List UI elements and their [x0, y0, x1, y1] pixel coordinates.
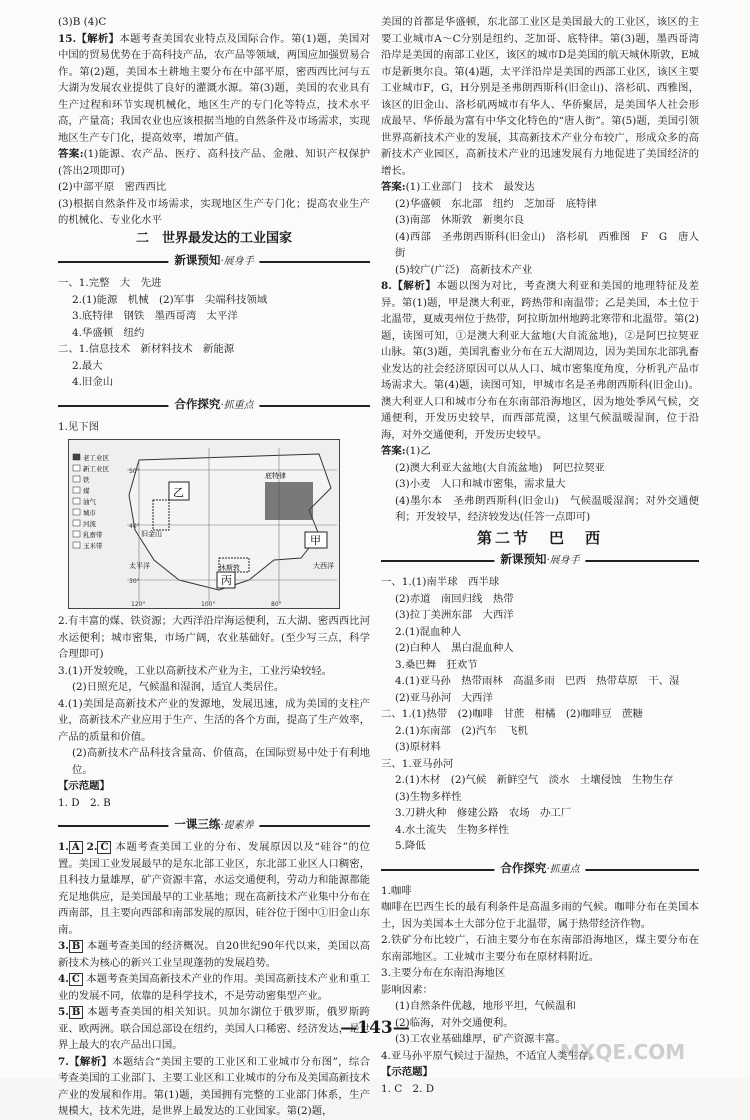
answer-box: C [69, 973, 83, 986]
line: 4.亚马孙平原气候过于湿热，不适宜人类生存。 [381, 1049, 599, 1062]
exercise [58, 971, 370, 1004]
exercise [58, 938, 370, 971]
old-industry-area [265, 482, 313, 520]
q-num: 5. [58, 1006, 69, 1018]
legend-label: 铁 [83, 476, 90, 484]
line: (2)亚马孙河 大西洋 [395, 691, 493, 704]
legend-swatch [73, 498, 80, 504]
q-num: 2. [86, 841, 98, 853]
legend-swatch [73, 531, 80, 537]
section-title: 第二节 巴 西 [476, 528, 603, 547]
answer-line: (3)根据自然条件及市场需求，实现地区生产专门化；提高农业生产的机械化、专业化水平 [58, 197, 370, 226]
line: (2)临海，对外交通便利。 [395, 1016, 514, 1029]
analysis-tag: 【解析】 [391, 280, 437, 292]
demo-answer: 1. C 2. D [381, 1082, 435, 1095]
bar-label [494, 551, 585, 570]
legend-swatch [73, 454, 80, 460]
line: (2)白种人 黑白混血种人 [395, 642, 514, 654]
line: (4)西部 圣弗朗西斯科(旧金山) 洛杉矶 西雅图 F G 唐人街 [395, 230, 699, 259]
q-num: 7. [58, 1055, 69, 1068]
coord-label: 80° [271, 601, 282, 608]
right-column [381, 14, 699, 1097]
demo-label: 【示范题】 [58, 780, 110, 792]
line: 3.桑巴舞 狂欢节 [395, 658, 478, 671]
section-title: 二 世界最发达的工业国家 [135, 230, 292, 246]
left-column [58, 14, 370, 1120]
line: 1.见下图 [58, 420, 100, 433]
watermark: MXQE.COM [560, 1040, 686, 1064]
legend-swatch [73, 476, 80, 482]
bar-main: 一课三练 [174, 817, 221, 831]
legend-swatch [73, 520, 80, 526]
line: (3)生物多样性 [395, 790, 462, 803]
map-label: 旧金山 [141, 530, 162, 538]
analysis-tag: 【解析】 [76, 32, 120, 45]
line: 2.(1)木材 (2)气候 新鲜空气 淡水 土壤侵蚀 生物生存 [395, 774, 674, 786]
bar-tail: ·提素养 [220, 820, 254, 831]
legend-label: 河流 [83, 520, 96, 528]
line: (1)自然条件优越，地形平坦，气候温和 [395, 1000, 576, 1012]
map-label: 休斯敦 [219, 564, 240, 572]
coord-label: 30° [129, 578, 140, 585]
exercise-text: 本题考查美国工业的分布、发展原因以及“硅谷”的位置。美国工业发展最早的是东北部工业区，东北部工业区人口稠密，且科技力量雄厚，矿产资源丰富，水运交通便利，劳动力和能源都能充足地供应，是美国最早的工业基地；现在高新技术产业集中分布在西南部，且主要向西部和南部发展的原因，硅谷位于图中①旧金山东南。 [58, 841, 371, 936]
bar-main: 合作探究 [500, 860, 547, 875]
analysis-tag: 【解析】 [68, 1055, 113, 1068]
q15-text: 本题考查美国农业特点及国际合作。第(1)题，美国对中国的贸易优势在于高科技产品，农产品等领域，两国应加强贸易合作。第(2)题，美国本土耕地主要分布在中部平原，密西西比河与五大湖为发展农业提供了良好的灌溉水源。第(3)题，美国的农业具有生产过程和环节实现机械化，地区生产的专门化等特点，技术水平高，产量高；我国农业也应该根据当地的自然条件及市场需求，实现地区生产专门化，提高效率，增加产值。 [58, 32, 371, 144]
map-label: 底特律 [265, 472, 286, 480]
map-label: 丙 [221, 574, 232, 587]
line: 3.底特律 钢铁 墨西哥湾 太平洋 [72, 310, 238, 322]
exercise-text: 本题考查美国高新技术产业的作用。美国高新技术产业和重工业的发展不同，依靠的是科学技术，不是劳动密集型产业。 [58, 973, 370, 1002]
line: 1.咖啡 [381, 884, 412, 897]
map-label: 太平洋 [129, 562, 150, 570]
q-num: 3. [58, 940, 69, 952]
bar-main: 新课预知 [500, 552, 547, 566]
exercise [58, 839, 370, 938]
bar-label [168, 252, 259, 271]
exercise-text: 本题考查美国的相关知识。贝加尔湖位于俄罗斯，俄罗斯跨亚、欧两洲。联合国总部设在纽约，美国人口稀密、经济发达，是世界上最大的农产品出口国。 [58, 1006, 370, 1051]
legend-label: 乳畜带 [83, 531, 103, 539]
legend-label: 煤 [83, 487, 90, 495]
line: (2)澳大利亚大盆地(大自流盆地) 阿巴拉契亚 [395, 461, 605, 474]
legend-label: 新工业区 [83, 465, 109, 473]
line: 3.(1)开发较晚，工业以高新技术产业为主，工业污染较轻。 [58, 664, 333, 677]
line: (2)日照充足，气候温和湿润，适宜人类居住。 [72, 681, 285, 693]
line: (2)高新技术产品科技含量高、价值高，在国际贸易中处于有利地位。 [72, 747, 370, 776]
line: 2.(1)混血种人 [395, 625, 462, 638]
coord-label: 50° [129, 468, 140, 475]
map-label: 甲 [310, 534, 321, 547]
bar-label [494, 860, 585, 879]
line: 2.有丰富的煤、铁资源；大西洋沿岸海运便利，五大湖、密西西比河水运便利；城市密集，市场广阔，农业基础好。(至少写三点，科学合理即可) [58, 615, 370, 660]
coord-label: 100° [201, 601, 216, 608]
q-num: 1. [58, 841, 69, 853]
line: 二、1.(1)热带 (2)咖啡 甘蔗 柑橘 (2)咖啡豆 蔗糖 [381, 708, 643, 720]
line: 4.旧金山 [72, 376, 114, 388]
line: 2.铁矿分布比较广，石油主要分布在东南部沿海地区，煤主要分布在东南部地区。工业城市主要分布在原材料附近。 [381, 934, 699, 963]
answer-box: B [69, 1006, 83, 1019]
line: (3)B (4)C [58, 16, 107, 28]
exercise-text: 本题结合“美国主要的工业区和工业城市分布图”，综合考查美国的工业部门、主要工业区和工业城市的分布及美国高新技术产业的发展和作用。第(1)题，美国拥有完整的工业部门体系，生产规模大，技术先进，是世界上最发达的工业国家。第(2)题， [58, 1055, 370, 1117]
line: 2.(1)能源 机械 (2)军事 尖端科技领域 [72, 293, 268, 306]
answer-box: B [69, 940, 83, 953]
line: (5)较广(广泛) 高新技术产业 [395, 263, 533, 276]
line: 4.(1)亚马孙 热带雨林 高温多雨 巴西 热带草原 干、湿 [395, 675, 680, 687]
line: (3)拉丁美洲东部 大西洋 [395, 609, 514, 621]
us-industry-map [68, 439, 340, 609]
bar-tail: ·抓重点 [220, 399, 254, 411]
line: 一、1.完整 大 先进 [58, 277, 162, 289]
answer-line [381, 443, 699, 460]
bar-label [168, 816, 259, 835]
answer-line [58, 146, 370, 179]
line: (3)南部 休斯敦 新奥尔良 [395, 214, 525, 226]
line: 影响因素： [381, 983, 433, 996]
line: 咖啡在巴西生长的最有利条件是高温多雨的气候。咖啡分布在美国本土，因为美国本土大部分位于北温带，属于热带经济作物。 [381, 901, 699, 930]
q8-text: 本题以图为对比，考查澳大利亚和美国的地理特征及差异。第(1)题，甲是澳大利亚，跨热带和南温带；乙是美国，本土位于北温带，夏威夷州位于热带，阿拉斯加州地跨北寒带和北温带。第(2)题，读图可知，①是澳大利亚大盆地(大自流盆地)，②是阿巴拉契亚山脉。第(3)题，美国乳畜业分布在五大湖周边，因为美国东北部乳畜业发达的社会经济原因可以从人口、城市密集度角度，分析乳产品市场需求大。第(4)题，读图可知，甲城市名是圣弗朗西斯科(旧金山)。澳大利亚人口和城市分布在东南部沿海地区，因为地处季风气候，交通便利，开发历史较早，而西部荒漠，这里气候温暖湿润，位于沿海，对外交通便利，开发历史较早。 [381, 280, 700, 441]
answer-text: (1)工业部门 技术 最发达 [405, 181, 535, 193]
section-bar [381, 859, 699, 879]
legend-label: 玉米带 [83, 542, 103, 550]
bar-main: 合作探究 [174, 396, 221, 411]
answer-text: (1)乙 [405, 445, 431, 457]
line: (3)工农业基础雄厚，矿产资源丰富。 [395, 1033, 566, 1045]
line: (3)小麦 人口和城市密集，需求量大 [395, 478, 566, 490]
demo-label: 【示范题】 [381, 1066, 433, 1078]
bar-tail: ·展身手 [220, 256, 254, 267]
answer-box: A [69, 841, 83, 854]
bar-tail: ·抓重点 [546, 863, 580, 875]
legend-swatch [73, 487, 80, 493]
line: 5.降低 [395, 840, 426, 852]
answer-line [381, 179, 699, 196]
q-num: 8. [381, 280, 392, 292]
legend-label: 油气 [83, 498, 96, 506]
line: 2.(1)东南部 (2)汽车 飞机 [395, 724, 528, 737]
answer-label: 答案: [381, 445, 406, 457]
line: 4.(1)美国是高新技术产业的发源地，发展迅速，成为美国的支柱产业，高新技术产业应用于生产、生活的各个方面，提高了生产效率，产品的质量和价值。 [58, 697, 370, 743]
legend-swatch [73, 509, 80, 515]
demo-answer: 1. D 2. B [58, 796, 111, 809]
line: 4.水土流失 生物多样性 [395, 823, 509, 836]
bar-label [168, 396, 259, 415]
page-number: —143— [340, 1018, 410, 1038]
line: (2)赤道 南回归线 热带 [395, 592, 514, 605]
bar-main: 新课预知 [174, 253, 221, 267]
map-svg [69, 440, 339, 608]
legend-label: 城市 [83, 509, 96, 517]
section-bar [58, 251, 370, 271]
answer-line: (2)中部平原 密西西比 [58, 181, 167, 193]
coord-label: 120° [131, 601, 146, 608]
q8 [381, 278, 699, 443]
line: 4.华盛顿 纽约 [72, 326, 145, 339]
legend-label: 老工业区 [83, 454, 109, 462]
legend-swatch [73, 465, 80, 471]
line: 三、1.亚马孙河 [381, 757, 454, 770]
line: (3)原材料 [395, 741, 441, 753]
line: 美国的首都是华盛顿，东北部工业区是美国最大的工业区，该区的主要工业城市A～C分别是纽约、芝加哥、底特律。第(3)题，墨西哥湾沿岸是美国的南部工业区，该区的城市D是美国的航天城休斯敦，E城市是新奥尔良。第(4)题，太平洋沿岸是美国的西部工业区，该区主要工业城市F，G，H分别是圣弗朗西斯科(旧金山)、洛杉矶、西雅图，该区的旧金山、洛杉矶两城市有华人、华侨聚居，是美国华人社会形成最早、华侨最为富有中华文化特色的“唐人街”。第(5)题，美国引领世界高新技术产业的发展，其高新技术产业分布较广，形成众多的高新技术产业园区，高新技术产业的迅速发展有力地促进了美国经济的增长。 [381, 16, 699, 177]
line: 3.刀耕火种 修建公路 农场 办工厂 [395, 807, 572, 819]
answer-label: 答案: [381, 181, 406, 193]
section-bar [58, 395, 370, 415]
section-bar [381, 550, 699, 570]
line: (2)华盛顿 东北部 纽约 芝加哥 底特律 [395, 197, 597, 210]
line: 一、1.(1)南半球 西半球 [381, 576, 500, 588]
q-num: 4. [58, 973, 69, 985]
exercise [58, 1054, 370, 1120]
q-num: 15. [58, 32, 77, 45]
coord-label: 40° [129, 523, 140, 530]
answer-label: 答案: [58, 148, 84, 160]
line: 3.主要分布在东南沿海地区 [381, 967, 506, 979]
line: 二、1.信息技术 新材料技术 新能源 [58, 343, 235, 355]
section-bar [58, 815, 370, 835]
answer-text: (1)能源、农产品、医疗、高科技产品、金融、知识产权保护(答出2项即可) [58, 148, 370, 177]
legend-swatch [73, 542, 80, 548]
answer-box: C [97, 841, 111, 854]
bar-tail: ·展身手 [546, 555, 580, 566]
map-label: 大西洋 [313, 562, 334, 570]
line: 2.最大 [72, 359, 103, 372]
line: (4)墨尔本 圣弗朗西斯科(旧金山) 气候温暖湿润；对外交通便利；开发较早，经济较发达(任答一点即可) [395, 494, 699, 523]
q15 [58, 31, 370, 147]
map-label: 乙 [173, 486, 184, 499]
exercise-text: 本题考查美国的经济概况。自20世纪90年代以来，美国以高新技术为核心的新兴工业呈现蓬勃的发展趋势。 [58, 940, 370, 969]
